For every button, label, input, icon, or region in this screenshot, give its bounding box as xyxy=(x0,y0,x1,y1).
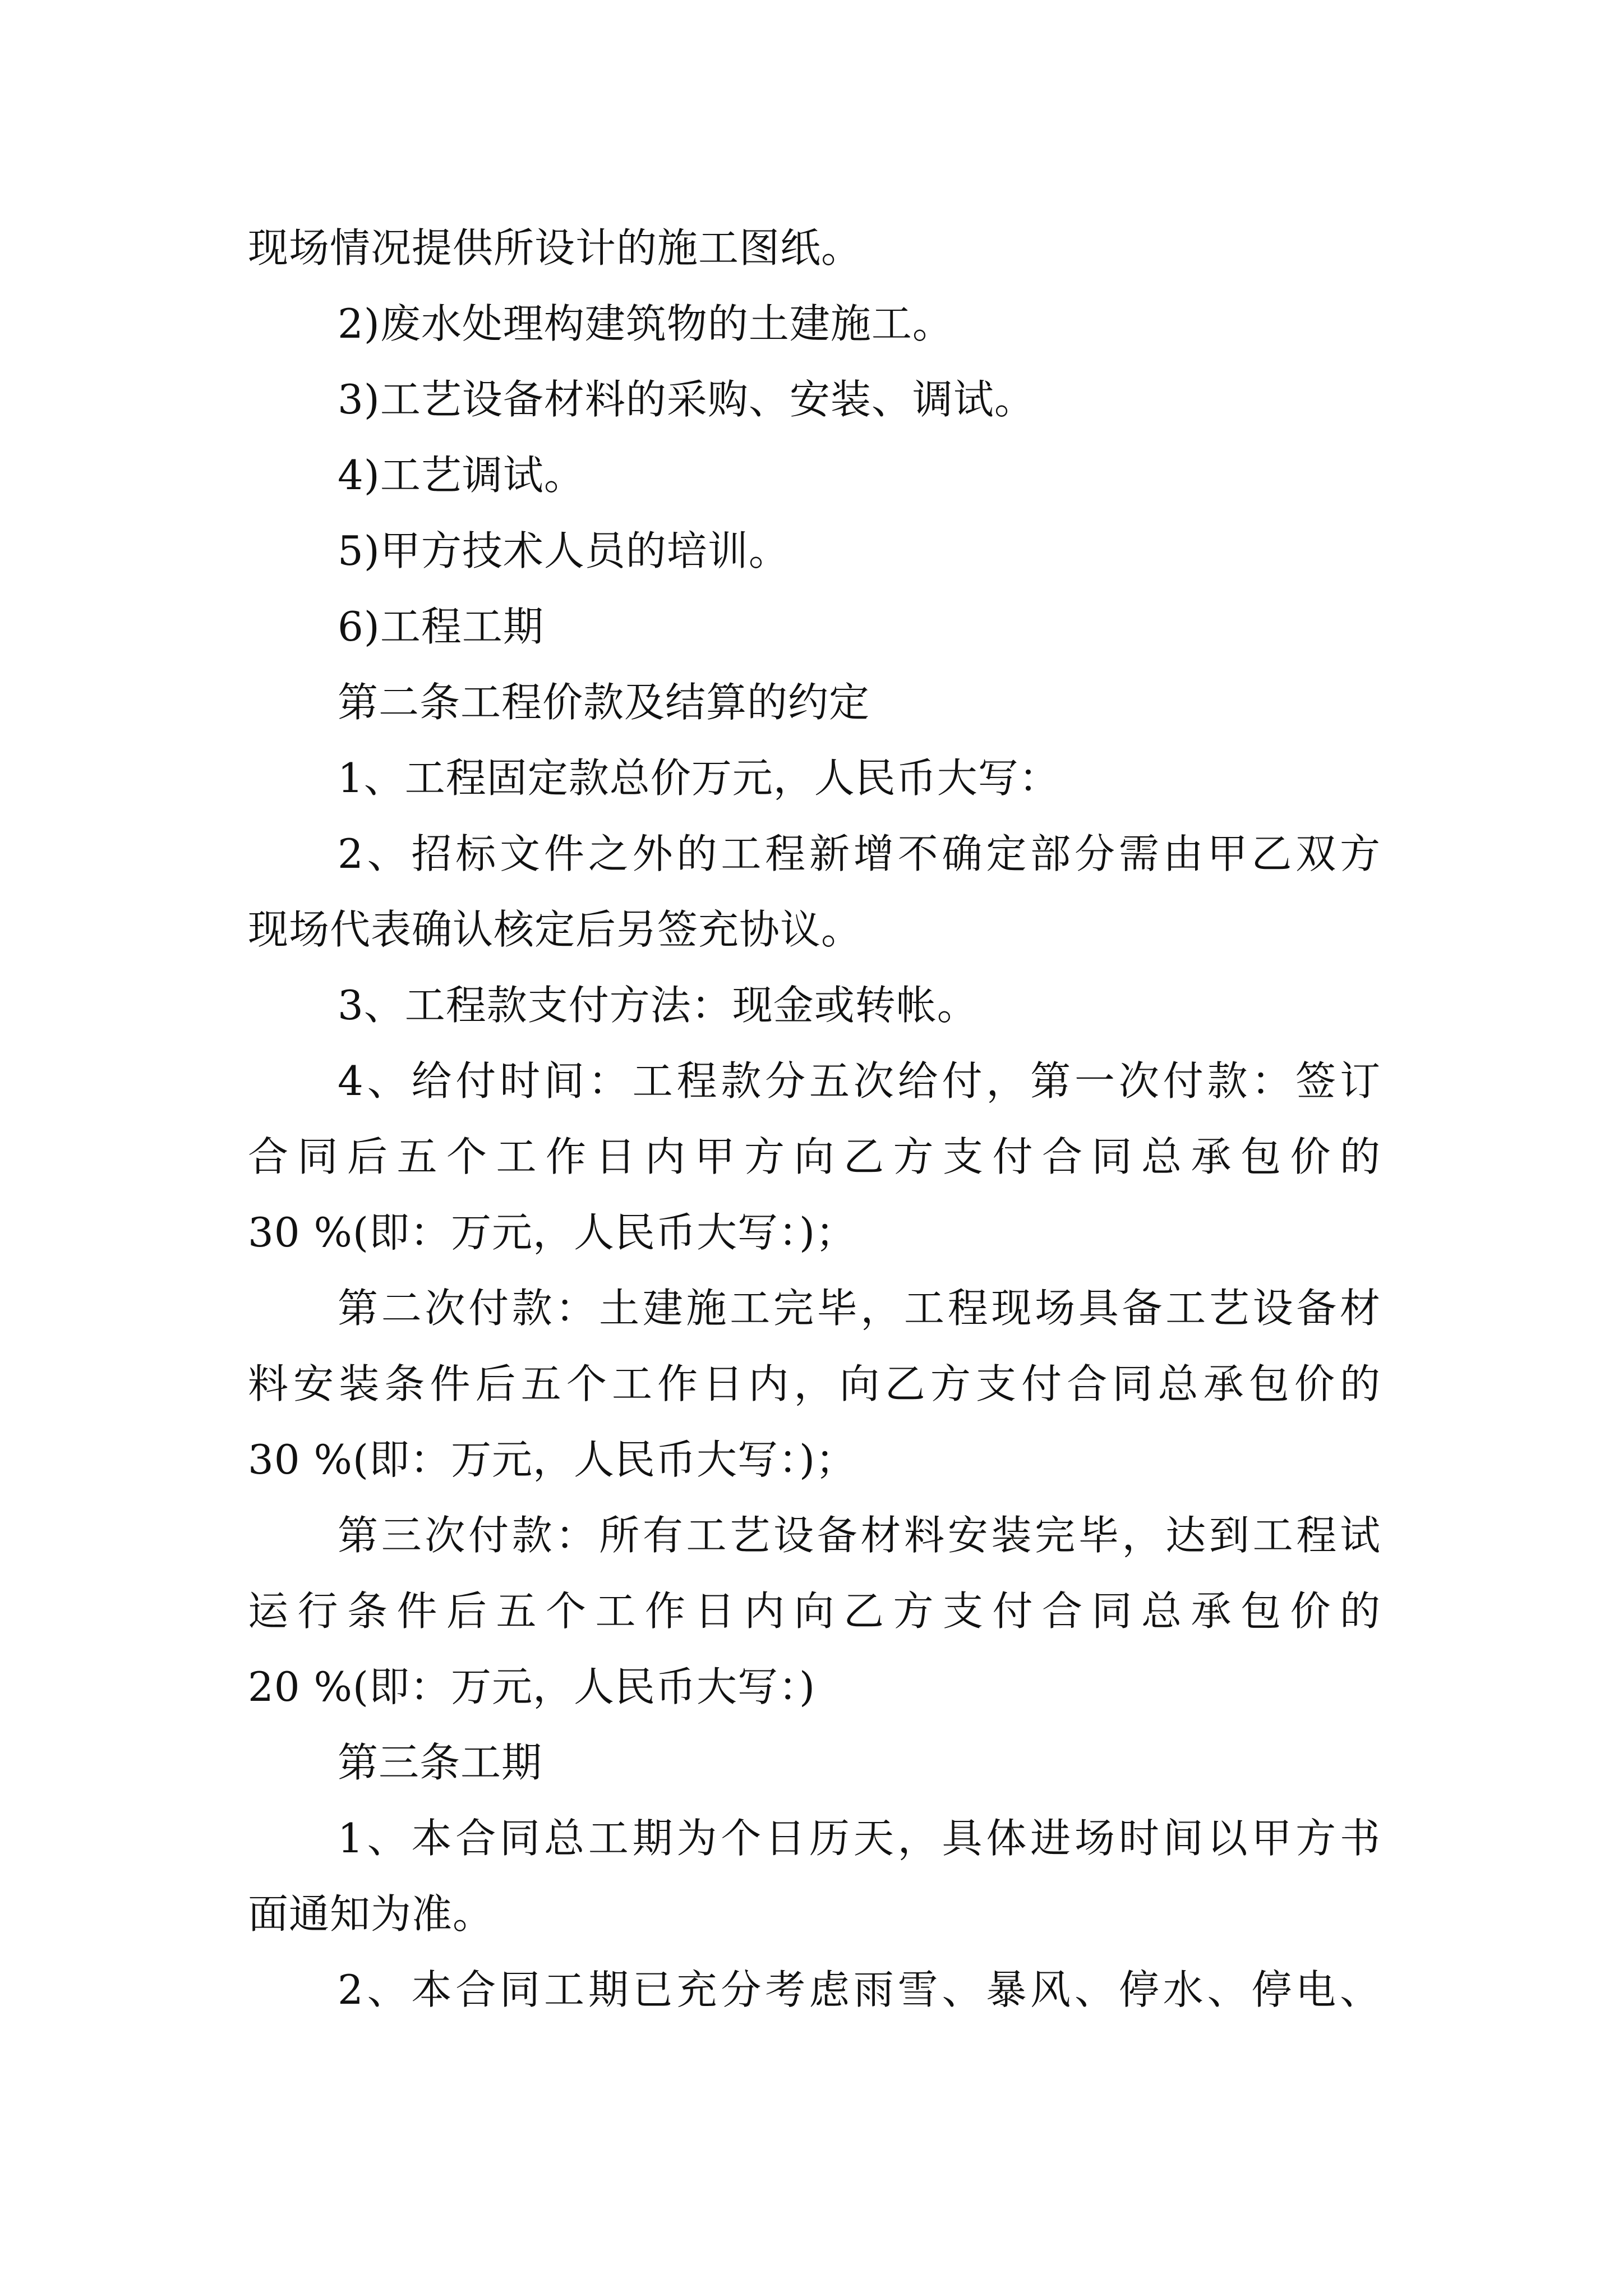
list-item-5: 5)甲方技术人员的培训。 xyxy=(338,527,790,574)
section-heading: 第三条工期 xyxy=(338,1739,543,1786)
list-item-6: 6)工程工期 xyxy=(338,603,544,650)
payment-paragraph: 第三次付款：所有工艺设备材料安装完毕，达到工程试 xyxy=(338,1512,1381,1559)
body-text-line: 料安装条件后五个工作日内，向乙方支付合同总承包价的 xyxy=(248,1360,1381,1407)
clause-item-2: 2、本合同工期已充分考虑雨雪、暴风、停水、停电、 xyxy=(338,1966,1381,2013)
body-text-line: 现场情况提供所设计的施工图纸。 xyxy=(248,224,863,272)
clause-item-1: 1、本合同总工期为个日历天，具体进场时间以甲方书 xyxy=(338,1815,1381,1862)
list-item-4: 4)工艺调试。 xyxy=(338,452,585,499)
list-item-3: 3)工艺设备材料的采购、安装、调试。 xyxy=(338,376,1035,423)
payment-paragraph: 第二次付款：土建施工完毕，工程现场具备工艺设备材 xyxy=(338,1285,1381,1332)
section-heading: 第二条工程价款及结算的约定 xyxy=(338,679,870,726)
body-text-line: 运行条件后五个工作日内向乙方支付合同总承包价的 xyxy=(248,1588,1381,1635)
body-text-line: 30 %(即：万元，人民币大写：)； xyxy=(248,1209,857,1256)
clause-item-2: 2、招标文件之外的工程新增不确定部分需由甲乙双方 xyxy=(338,830,1381,877)
list-item-2: 2)废水处理构建筑物的土建施工。 xyxy=(338,300,953,347)
clause-item-3: 3、工程款支付方法：现金或转帐。 xyxy=(338,982,978,1029)
body-text-line: 面通知为准。 xyxy=(248,1890,494,1938)
clause-item-4: 4、给付时间：工程款分五次给付，第一次付款：签订 xyxy=(338,1057,1381,1105)
clause-item-1: 1、工程固定款总价万元，人民币大写： xyxy=(338,754,1060,802)
body-text-line: 现场代表确认核定后另签充协议。 xyxy=(248,906,863,953)
body-text-line: 30 %(即：万元，人民币大写：)； xyxy=(248,1436,857,1483)
body-text-line: 合同后五个工作日内甲方向乙方支付合同总承包价的 xyxy=(248,1133,1381,1180)
body-text-line: 20 %(即：万元，人民币大写：) xyxy=(248,1663,816,1710)
